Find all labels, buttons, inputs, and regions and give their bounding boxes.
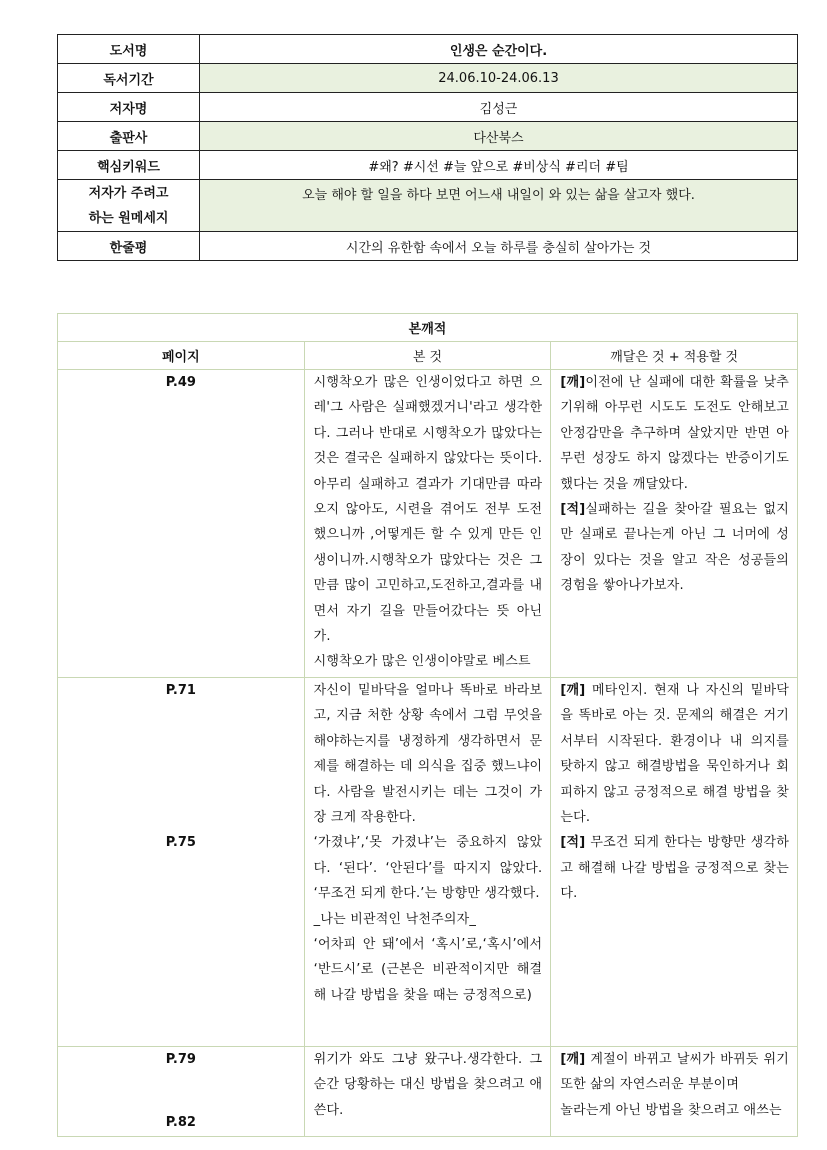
info-row-review <box>58 232 798 261</box>
label-title: 도서명 <box>58 35 200 64</box>
value-keywords: #왜? #시선 #늘 앞으로 #비상식 #리더 #팀 <box>200 151 798 180</box>
info-row-author <box>58 93 798 122</box>
label-keywords: 핵심키워드 <box>58 151 200 180</box>
realize-tag: [깨] <box>560 683 586 698</box>
learned-cell <box>551 678 798 1047</box>
realize-tag: [깨] <box>560 375 586 390</box>
info-row-period <box>58 64 798 93</box>
header-learned: 깨달은 것 + 적용할 것 <box>551 342 798 370</box>
label-publisher: 출판사 <box>58 122 200 151</box>
info-row-publisher <box>58 122 798 151</box>
label-author: 저자명 <box>58 93 200 122</box>
realize-text: 이전에 난 실패에 대한 확률을 낮추기위해 아무런 시도도 도전도 안해보고 안정감만을 추구하며 살았지만 반면 아무런 성장도 하지 않겠다는 반증이기도 했다는 것을 깨달았다. <box>560 375 789 492</box>
value-author: 김성근 <box>200 93 798 122</box>
value-period: 24.06.10-24.06.13 <box>200 64 798 93</box>
page-cell <box>58 678 305 1047</box>
label-review: 한줄평 <box>58 232 200 261</box>
reading-notes-table <box>57 313 798 1137</box>
apply-text: 무조건 되게 한다는 방향만 생각하고 해결해 나갈 방법을 긍정적으로 찾는다. <box>560 835 789 902</box>
value-publisher: 다산북스 <box>200 122 798 151</box>
header-page: 페이지 <box>58 342 305 370</box>
label-message-line2: 하는 원메세지 <box>88 210 169 226</box>
realize-text: 계절이 바뀌고 날씨가 바뀌듯 위기 또한 삶의 자연스러운 부분이며 놀라는게 아닌 방법을 찾으려고 애쓰는 <box>560 1052 789 1118</box>
page-cell <box>58 1047 305 1137</box>
info-row-message <box>58 180 798 232</box>
book-info-table <box>57 34 798 261</box>
page-number-end: P.82 <box>165 1115 196 1130</box>
apply-tag: [적] <box>560 502 586 518</box>
label-message <box>58 180 200 232</box>
header-seen: 본 것 <box>304 342 551 370</box>
note-row <box>58 678 798 1047</box>
page-number: P.49 <box>165 375 196 390</box>
learned-cell <box>551 370 798 678</box>
page-number: P.79 <box>165 1052 196 1067</box>
apply-tag: [적] <box>560 835 586 851</box>
realize-tag: [깨] <box>560 1052 586 1067</box>
seen-text: 위기가 와도 그냥 왔구나.생각한다. 그 순간 당황하는 대신 방법을 찾으려고 애쓴다. <box>304 1047 551 1137</box>
label-period: 독서기간 <box>58 64 200 93</box>
note-row <box>58 1047 798 1137</box>
value-review: 시간의 유한함 속에서 오늘 하루를 충실히 살아가는 것 <box>200 232 798 261</box>
note-row <box>58 370 798 678</box>
info-row-title <box>58 35 798 64</box>
notes-title: 본깨적 <box>58 314 798 342</box>
notes-header-row <box>58 342 798 370</box>
apply-text: 실패하는 길을 찾아갈 필요는 없지만 실패로 끝나는게 아닌 그 너머에 성장이 있다는 것을 알고 작은 성공들의 경험을 쌓아나가보자. <box>560 502 789 594</box>
learned-cell <box>551 1047 798 1137</box>
realize-text: 메타인지. 현재 나 자신의 밑바닥을 똑바로 아는 것. 문제의 해결은 거기서부터 시작된다. 환경이나 내 의지를 탓하지 않고 해결방법을 묵인하거나 회피하지 않고 긍정적으로 해결 방법을 찾는다. <box>560 683 789 826</box>
value-title: 인생은 순간이다. <box>200 35 798 64</box>
page-number: P.71 <box>165 683 196 698</box>
label-message-line1: 저자가 주려고 <box>88 185 169 201</box>
page-cell <box>58 370 305 678</box>
info-row-keywords <box>58 151 798 180</box>
value-message: 오늘 해야 할 일을 하다 보면 어느새 내일이 와 있는 삶을 살고자 했다. <box>200 180 798 232</box>
seen-text: 시행착오가 많은 인생이었다고 하면 으레'그 사람은 실패했겠거니'라고 생각한다. 그러나 반대로 시행착오가 많았다는 것은 결국은 실패하지 않았다는 뜻이다. 아무리 실패하고 결과가 기대만큼 따라오지 않아도, 시련을 겪어도 전부 도전했으니까 ,어떻게든 할 수 있게 만든 인생이니까.시행착오가 많았다는 것은 그만큼 많이 고민하고,도전하고,결과를 내면서 자기 길을 만들어갔다는 뜻 아닌가. 시행착오가 많은 인생이야말로 베스트 <box>304 370 551 678</box>
page-number-end: P.75 <box>165 835 196 850</box>
seen-text: 자신이 밑바닥을 얼마나 똑바로 바라보고, 지금 처한 상황 속에서 그럼 무엇을 해야하는지를 냉정하게 생각하면서 문제를 해결하는 데 의식을 집중 했느냐이다. 사람을 발전시키는 데는 그것이 가장 크게 작용한다. ‘가졌냐’,‘못 가졌냐’는 중요하지 않았다. ‘된다’. ‘안된다’를 따지지 않았다. ‘무조건 되게 한다.’는 방향만 생각했다. _나는 비관적인 낙천주의자_ ‘어차피 안 돼’에서 ‘혹시’로,‘혹시’에서 ‘반드시’로 (근본은 비관적이지만 해결해 나갈 방법을 찾을 때는 긍정적으로) <box>304 678 551 1047</box>
notes-title-row <box>58 314 798 342</box>
